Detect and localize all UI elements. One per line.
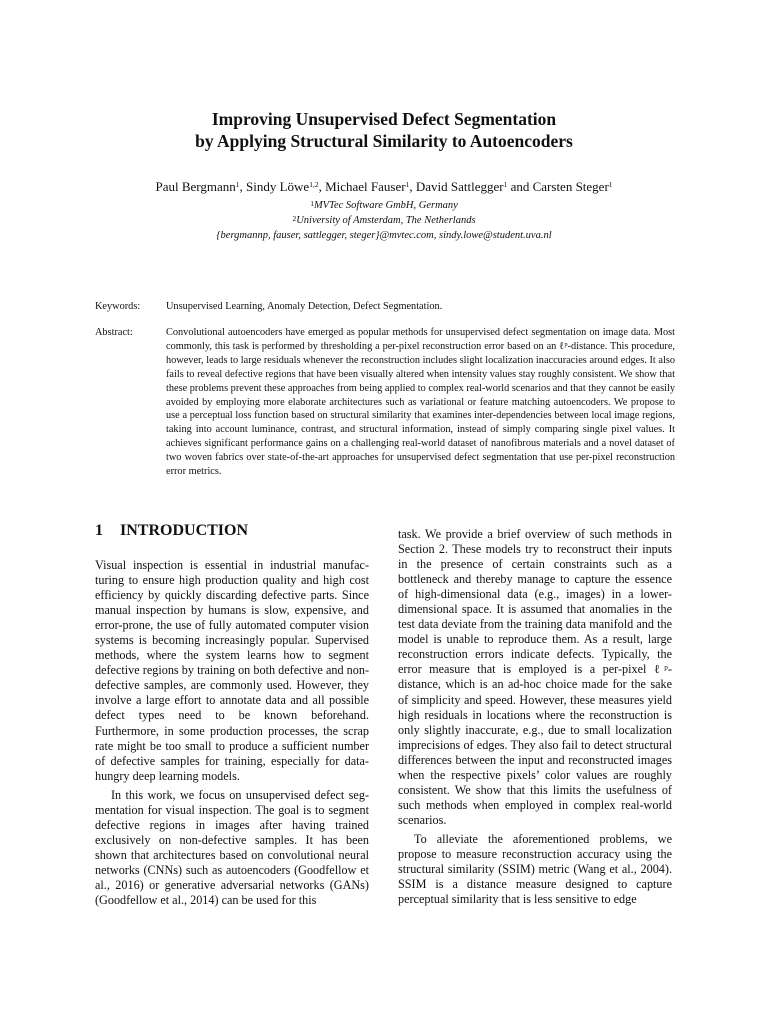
title-line-1: Improving Unsupervised Defect Segmentation [211,109,557,129]
body-paragraph: To alleviate the aforementioned problems, we propose to measure reconstruction accuracy using the structural similarity (SSIM) metric (Wang et al., 2004). SSIM is a distance measure designed to capture perceptual similarity that is less sensitive to edge [398,831,672,907]
body-paragraph: Visual inspection is essential in industrial manufacturing to ensure high production quality and high cost efficiency by quickly discarding defective parts. Since manual inspection by humans is slow, expensive, and error-prone, the use of fully automated computer vision systems is becoming increasingly popular. Supervised methods, where the system learns how to segment defective regions by training on both defective and non-defective samples, are commonly used. However, they involve a large effort to annotate data and all possible defect types need to be known beforehand. Furthermore, in some production processes, the scrap rate might be too small to produce a sufficient number of defective samples for training, especially for data-hungry deep learning models. [95,558,369,783]
keywords-label: Keywords: [95,301,141,312]
affiliation-mark: 2 [292,214,297,223]
body-column-right [398,527,672,907]
author-name: Paul Bergmann [155,179,236,194]
author-emails: {bergmannp, fauser, sattlegger, steger}@mvtec.com, sindy.lowe@student.uva.nl [216,230,552,241]
body-paragraph: task. We provide a brief overview of such methods in Section 2. These models try to reconstruct their inputs in the presence of certain constraints such as a bottleneck and thereby manage to capture the essence of high-dimensional data (e.g., images) in a lower-dimensional space. It is assumed that anomalies in the test data deviate from the training data manifold and the model is unable to reproduce them. As a result, large reconstruction errors indicate defects. Typically, the error measure that is employed is a per-pixel ℓᵖ-distance, which is an ad-hoc choice made for the sake of simplicity and speed. However, these measures yield high residuals in locations where the reconstruction is only slightly inaccurate, e.g., due to small localization imprecisions of edges. They also fail to detect structural differences between the input and reconstructed images when the respective pixels’ color values are roughly consistent. We show that this limits the usefulness of such methods when employed in complex real-world scenarios. [398,527,672,827]
affiliation-mark: 1 [310,199,314,208]
author-name: David Sattlegger [415,179,504,194]
author-affil-mark: 1 [235,180,240,189]
author-name: Michael Fauser [325,179,406,194]
section-heading-introduction [95,521,248,541]
keywords-text: Unsupervised Learning, Anomaly Detection, Defect Segmentation. [166,301,443,312]
author-affil-mark: 1 [608,180,613,189]
author-separator: , [239,179,246,194]
author-separator: , [409,179,416,194]
author-name: Sindy Löwe [246,179,310,194]
body-column-left [95,558,369,908]
author-affil-mark: 1 [503,180,508,189]
author-affil-mark: 1,2 [309,180,319,189]
author-name: Carsten Steger [532,179,609,194]
author-list [0,178,768,196]
author-and: and [507,179,533,194]
section-title: INTRODUCTION [120,522,249,539]
affiliation-text: University of Amsterdam, The Netherlands [296,215,476,226]
affiliation-2 [0,213,768,228]
title-line-2: by Applying Structural Similarity to Autoencoders [195,131,573,151]
affiliation-1 [0,198,768,213]
affiliation-text: MVTec Software GmbH, Germany [313,200,458,211]
author-affil-mark: 1 [405,180,410,189]
affiliations [0,198,768,243]
paper-title [0,108,768,152]
body-paragraph: In this work, we focus on unsupervised defect segmentation for visual inspection. The goal is to segment defective regions in images after having trained exclusively on non-defective samples. It has been shown that architectures based on convolutional neural networks (CNNs) such as autoencoders (Goodfellow et al., 2016) or generative adversarial networks (GANs) (Goodfellow et al., 2014) can be used for this [95,787,369,908]
abstract-label: Abstract: [95,327,133,338]
author-separator: , [318,179,326,194]
section-number: 1 [95,522,103,539]
abstract-text: Convolutional autoencoders have emerged as popular methods for unsupervised defect segmentation on image data. Most commonly, this task is performed by thresholding a per-pixel reconstruction error based on an ℓᵖ-distance. This procedure, however, leads to large residuals whenever the reconstruction includes slight localization inaccuracies around edges. It also fails to reveal defective regions that have been visually altered when intensity values stay roughly consistent. We show that these problems prevent these approaches from being applied to complex real-world scenarios and that they cannot be easily avoided by employing more elaborate architectures such as variational or feature matching autoencoders. We propose to use a perceptual loss function based on structural similarity that examines inter-dependencies between local image regions, taking into account luminance, contrast, and structural information, instead of simply comparing single pixel values. It achieves significant performance gains on a challenging real-world dataset of nanofibrous materials and a novel dataset of two woven fabrics over state-of-the-art approaches for unsupervised defect segmentation that use per-pixel reconstruction error metrics. [166,327,675,478]
